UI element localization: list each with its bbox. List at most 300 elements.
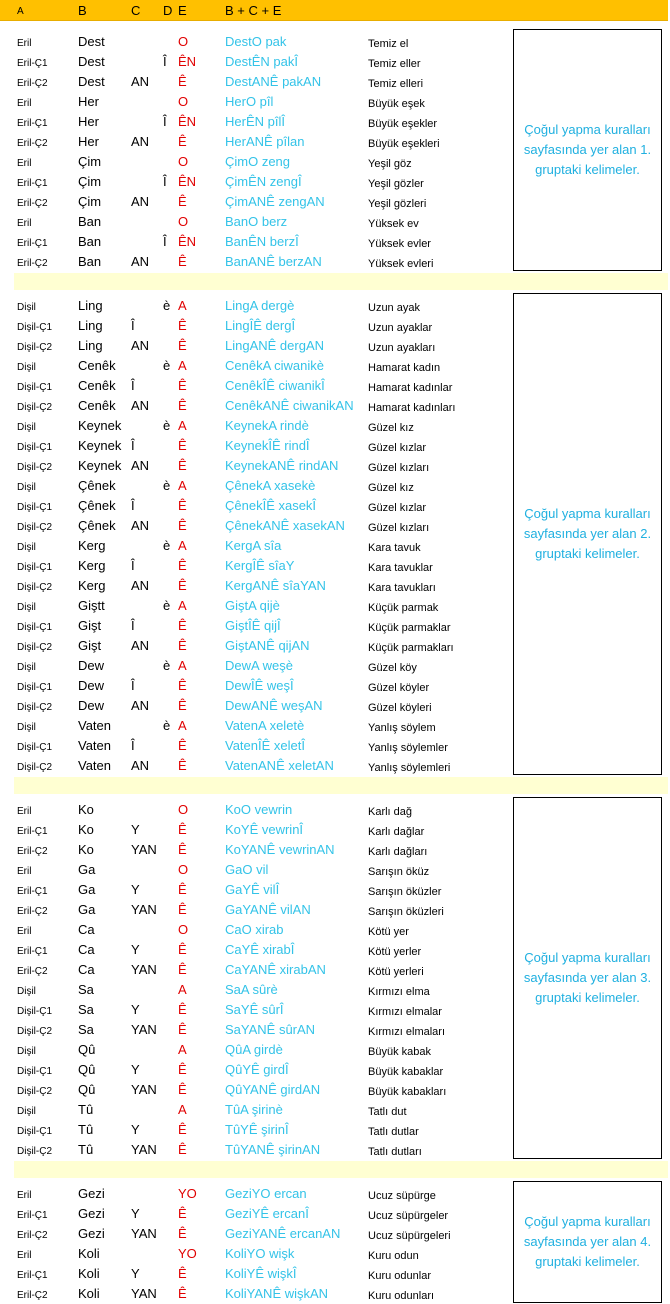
ending-cell: A	[178, 358, 187, 373]
plural-suffix-cell: AN	[131, 758, 150, 773]
stem-cell: Ban	[78, 234, 102, 249]
combined-phrase-cell: BanANÊ berzAN	[225, 254, 322, 269]
gender-cell: Eril-Ç1	[17, 946, 48, 957]
translation-cell: Kötü yer	[368, 926, 409, 938]
ending-cell: Ê	[178, 758, 187, 773]
translation-cell: Küçük parmak	[368, 602, 439, 614]
combined-phrase-cell: ÇênekANÊ xasekAN	[225, 518, 345, 533]
ending-cell: O	[178, 922, 189, 937]
ending-cell: Ê	[178, 638, 187, 653]
translation-cell: Büyük eşekler	[368, 118, 438, 130]
vowel-cell: è	[163, 598, 171, 613]
combined-phrase-cell: KoYANÊ vewrinAN	[225, 842, 335, 857]
gender-cell: Eril-Ç2	[17, 1290, 48, 1301]
gender-cell: Dişil	[17, 362, 36, 373]
stem-cell: Tû	[78, 1122, 94, 1137]
combined-phrase-cell: KoO vewrin	[225, 802, 293, 817]
translation-cell: Güzel kızlar	[368, 442, 427, 454]
translation-cell: Hamarat kadın	[368, 362, 441, 374]
stem-cell: Sa	[78, 1022, 94, 1037]
translation-cell: Kara tavukları	[368, 582, 436, 594]
stem-cell: Her	[78, 134, 99, 149]
translation-cell: Sarışın öküzler	[368, 886, 442, 898]
stem-cell: Ling	[78, 318, 103, 333]
translation-cell: Tatlı dutları	[368, 1146, 422, 1158]
translation-cell: Güzel köyleri	[368, 702, 432, 714]
plural-suffix-cell: AN	[131, 458, 150, 473]
ending-cell: Ê	[178, 254, 187, 269]
combined-phrase-cell: KergÎÊ sîaY	[225, 558, 295, 573]
translation-cell: Güzel kız	[368, 482, 414, 494]
plural-suffix-cell: AN	[131, 194, 150, 209]
header-col-d: D	[163, 3, 173, 18]
gender-cell: Dişil-Ç2	[17, 1026, 52, 1037]
combined-phrase-cell: ÇimANÊ zengAN	[225, 194, 325, 209]
gender-cell: Eril	[17, 38, 32, 49]
gender-cell: Dişil	[17, 1046, 36, 1057]
plural-suffix-cell: Y	[131, 1266, 140, 1281]
stem-cell: Cenêk	[78, 378, 116, 393]
ending-cell: Ê	[178, 738, 187, 753]
stem-cell: Dew	[78, 658, 105, 673]
vowel-cell: Î	[163, 114, 167, 129]
combined-phrase-cell: QûYANÊ girdAN	[225, 1082, 321, 1097]
ending-cell: Ê	[178, 822, 187, 837]
plural-suffix-cell: YAN	[131, 962, 157, 977]
gender-cell: Eril-Ç2	[17, 1230, 48, 1241]
gender-cell: Dişil-Ç2	[17, 762, 52, 773]
combined-phrase-cell: GaYÊ vilÎ	[225, 882, 280, 897]
header-col-e: E	[178, 3, 187, 18]
header-col-b: B	[78, 3, 87, 18]
plural-suffix-cell: AN	[131, 518, 150, 533]
translation-cell: Kırmızı elmalar	[368, 1006, 442, 1018]
stem-cell: Koli	[78, 1266, 100, 1281]
gender-cell: Eril	[17, 98, 32, 109]
gender-cell: Eril-Ç2	[17, 258, 48, 269]
translation-cell: Yüksek evleri	[368, 258, 434, 270]
gender-cell: Dişil	[17, 422, 36, 433]
combined-phrase-cell: CenêkA ciwanikè	[225, 358, 324, 373]
gender-cell: Dişil-Ç2	[17, 1086, 52, 1097]
stem-cell: Ga	[78, 902, 96, 917]
combined-phrase-cell: CaYANÊ xirabAN	[225, 962, 326, 977]
stem-cell: Ca	[78, 942, 95, 957]
combined-phrase-cell: DewA weşè	[225, 658, 293, 673]
stem-cell: Dest	[78, 34, 105, 49]
stem-cell: Ling	[78, 338, 103, 353]
gender-cell: Dişil-Ç1	[17, 442, 52, 453]
gender-cell: Dişil-Ç1	[17, 1006, 52, 1017]
header-col-combined: B + C + E	[225, 3, 282, 18]
plural-suffix-cell: AN	[131, 338, 150, 353]
ending-cell: A	[178, 718, 187, 733]
ending-cell: Ê	[178, 678, 187, 693]
combined-phrase-cell: GeziYO ercan	[225, 1186, 307, 1201]
gender-cell: Eril-Ç1	[17, 58, 48, 69]
plural-suffix-cell: YAN	[131, 1082, 157, 1097]
combined-phrase-cell: VatenA xeletè	[225, 718, 305, 733]
stem-cell: Gişt	[78, 638, 102, 653]
plural-suffix-cell: YAN	[131, 1022, 157, 1037]
stem-cell: Her	[78, 114, 99, 129]
ending-cell: ÊN	[178, 54, 197, 69]
vowel-cell: è	[163, 358, 171, 373]
ending-cell: Ê	[178, 902, 187, 917]
gender-cell: Dişil-Ç1	[17, 742, 52, 753]
translation-cell: Büyük eşekleri	[368, 138, 440, 150]
translation-cell: Uzun ayakları	[368, 342, 436, 354]
group-note-box: Çoğul yapma kuralları sayfasında yer alan 2. gruptaki kelimeler.	[513, 293, 662, 775]
combined-phrase-cell: SaYANÊ sûrAN	[225, 1022, 316, 1037]
translation-cell: Güzel köyler	[368, 682, 430, 694]
stem-cell: Çim	[78, 194, 102, 209]
ending-cell: A	[178, 1102, 187, 1117]
gender-cell: Dişil	[17, 662, 36, 673]
combined-phrase-cell: CaYÊ xirabÎ	[225, 942, 295, 957]
stem-cell: Qû	[78, 1082, 96, 1097]
gender-cell: Dişil-Ç2	[17, 342, 52, 353]
header-col-a: A	[17, 6, 24, 17]
combined-phrase-cell: GaO vil	[225, 862, 269, 877]
combined-phrase-cell: LingÎÊ dergÎ	[225, 318, 296, 333]
ending-cell: O	[178, 94, 189, 109]
gender-cell: Eril-Ç1	[17, 886, 48, 897]
translation-cell: Yanlış söylemleri	[368, 762, 451, 774]
plural-suffix-cell: Î	[131, 378, 135, 393]
translation-cell: Karlı dağ	[368, 806, 413, 818]
vowel-cell: è	[163, 658, 171, 673]
stem-cell: Çim	[78, 174, 102, 189]
gender-cell: Dişil	[17, 542, 36, 553]
combined-phrase-cell: DestO pak	[225, 34, 287, 49]
stem-cell: Cenêk	[78, 398, 116, 413]
translation-cell: Kuru odun	[368, 1250, 419, 1262]
gender-cell: Dişil-Ç1	[17, 682, 52, 693]
stem-cell: Çênek	[78, 498, 116, 513]
gender-cell: Eril	[17, 866, 32, 877]
ending-cell: Ê	[178, 458, 187, 473]
combined-phrase-cell: DestÊN pakÎ	[225, 54, 298, 69]
ending-cell: Ê	[178, 518, 187, 533]
translation-cell: Büyük kabaklar	[368, 1066, 444, 1078]
ending-cell: Ê	[178, 134, 187, 149]
stem-cell: Gezi	[78, 1186, 105, 1201]
translation-cell: Tatlı dutlar	[368, 1126, 419, 1138]
gender-cell: Dişil-Ç1	[17, 562, 52, 573]
combined-phrase-cell: CaO xirab	[225, 922, 284, 937]
plural-suffix-cell: Î	[131, 558, 135, 573]
translation-cell: Sarışın öküz	[368, 866, 430, 878]
gender-cell: Eril-Ç1	[17, 178, 48, 189]
translation-cell: Temiz eller	[368, 58, 421, 70]
ending-cell: Ê	[178, 1206, 187, 1221]
stem-cell: Gezi	[78, 1226, 105, 1241]
translation-cell: Büyük kabak	[368, 1046, 431, 1058]
gender-cell: Eril-Ç2	[17, 966, 48, 977]
ending-cell: O	[178, 214, 189, 229]
combined-phrase-cell: GiştA qijè	[225, 598, 280, 613]
combined-phrase-cell: DewANÊ weşAN	[225, 698, 323, 713]
gender-cell: Dişil-Ç2	[17, 462, 52, 473]
translation-cell: Kuru odunları	[368, 1290, 435, 1302]
translation-cell: Yanlış söylem	[368, 722, 436, 734]
plural-suffix-cell: Î	[131, 678, 135, 693]
plural-suffix-cell: YAN	[131, 1142, 157, 1157]
translation-cell: Yeşil gözler	[368, 178, 424, 190]
translation-cell: Hamarat kadınlar	[368, 382, 453, 394]
ending-cell: Ê	[178, 942, 187, 957]
stem-cell: Ban	[78, 254, 102, 269]
ending-cell: Ê	[178, 1082, 187, 1097]
translation-cell: Hamarat kadınları	[368, 402, 456, 414]
ending-cell: Ê	[178, 1022, 187, 1037]
translation-cell: Kötü yerler	[368, 946, 422, 958]
translation-cell: Güzel kız	[368, 422, 414, 434]
stem-cell: Kerg	[78, 538, 106, 553]
vowel-cell: Î	[163, 54, 167, 69]
ending-cell: ÊN	[178, 234, 197, 249]
gender-cell: Eril-Ç1	[17, 1270, 48, 1281]
stem-cell: Çênek	[78, 518, 116, 533]
stem-cell: Giştt	[78, 598, 105, 613]
ending-cell: Ê	[178, 398, 187, 413]
stem-cell: Kerg	[78, 558, 106, 573]
ending-cell: Ê	[178, 1266, 187, 1281]
translation-cell: Büyük eşek	[368, 98, 425, 110]
vowel-cell: è	[163, 718, 171, 733]
translation-cell: Temiz el	[368, 38, 409, 50]
gender-cell: Dişil	[17, 722, 36, 733]
translation-cell: Kuru odunlar	[368, 1270, 431, 1282]
ending-cell: A	[178, 538, 187, 553]
ending-cell: Ê	[178, 962, 187, 977]
plural-suffix-cell: Y	[131, 1062, 140, 1077]
stem-cell: Koli	[78, 1246, 100, 1261]
gender-cell: Eril-Ç2	[17, 846, 48, 857]
combined-phrase-cell: ÇênekA xasekè	[225, 478, 316, 493]
group-separator	[14, 777, 668, 794]
plural-suffix-cell: Y	[131, 1122, 140, 1137]
translation-cell: Uzun ayaklar	[368, 322, 433, 334]
combined-phrase-cell: CenêkANÊ ciwanikAN	[225, 398, 354, 413]
translation-cell: Kara tavuk	[368, 542, 421, 554]
ending-cell: Ê	[178, 378, 187, 393]
translation-cell: Kötü yerleri	[368, 966, 424, 978]
stem-cell: Ban	[78, 214, 102, 229]
translation-cell: Kırmızı elmaları	[368, 1026, 446, 1038]
ending-cell: O	[178, 802, 189, 817]
translation-cell: Sarışın öküzleri	[368, 906, 444, 918]
stem-cell: Ga	[78, 882, 96, 897]
ending-cell: YO	[178, 1246, 197, 1261]
combined-phrase-cell: LingANÊ dergAN	[225, 338, 324, 353]
ending-cell: A	[178, 418, 187, 433]
ending-cell: ÊN	[178, 114, 197, 129]
combined-phrase-cell: HerÊN pîlÎ	[225, 114, 285, 129]
gender-cell: Dişil	[17, 302, 36, 313]
ending-cell: O	[178, 154, 189, 169]
header-row	[0, 0, 668, 21]
gender-cell: Eril-Ç2	[17, 138, 48, 149]
ending-cell: Ê	[178, 1062, 187, 1077]
combined-phrase-cell: SaA sûrè	[225, 982, 278, 997]
plural-suffix-cell: YAN	[131, 902, 157, 917]
gender-cell: Dişil-Ç2	[17, 642, 52, 653]
vowel-cell: è	[163, 298, 171, 313]
stem-cell: Qû	[78, 1042, 96, 1057]
ending-cell: Ê	[178, 338, 187, 353]
plural-suffix-cell: Î	[131, 318, 135, 333]
plural-suffix-cell: YAN	[131, 1226, 157, 1241]
ending-cell: Ê	[178, 618, 187, 633]
stem-cell: Ga	[78, 862, 96, 877]
ending-cell: Ê	[178, 842, 187, 857]
stem-cell: Vaten	[78, 738, 112, 753]
stem-cell: Dest	[78, 74, 105, 89]
combined-phrase-cell: ÇimÊN zengÎ	[225, 174, 302, 189]
gender-cell: Dişil	[17, 986, 36, 997]
gender-cell: Dişil-Ç2	[17, 1146, 52, 1157]
stem-cell: Koli	[78, 1286, 100, 1301]
translation-cell: Yanlış söylemler	[368, 742, 448, 754]
combined-phrase-cell: KergANÊ sîaYAN	[225, 578, 326, 593]
ending-cell: YO	[178, 1186, 197, 1201]
stem-cell: Kerg	[78, 578, 106, 593]
combined-phrase-cell: BanO berz	[225, 214, 288, 229]
plural-suffix-cell: AN	[131, 134, 150, 149]
combined-phrase-cell: KeynekA rindè	[225, 418, 309, 433]
stem-cell: Çim	[78, 154, 102, 169]
gender-cell: Dişil-Ç2	[17, 702, 52, 713]
gender-cell: Eril	[17, 218, 32, 229]
gender-cell: Eril	[17, 1250, 32, 1261]
combined-phrase-cell: BanÊN berzÎ	[225, 234, 299, 249]
gender-cell: Eril-Ç1	[17, 118, 48, 129]
gender-cell: Dişil	[17, 482, 36, 493]
gender-cell: Dişil-Ç1	[17, 1126, 52, 1137]
plural-suffix-cell: Î	[131, 438, 135, 453]
stem-cell: Dew	[78, 698, 105, 713]
group-separator	[14, 1161, 668, 1178]
plural-suffix-cell: Y	[131, 1002, 140, 1017]
translation-cell: Yüksek evler	[368, 238, 431, 250]
translation-cell: Küçük parmaklar	[368, 622, 451, 634]
group-separator	[14, 273, 668, 290]
plural-suffix-cell: Y	[131, 942, 140, 957]
combined-phrase-cell: GiştÎÊ qijÎ	[225, 618, 281, 633]
stem-cell: Vaten	[78, 758, 112, 773]
ending-cell: Ê	[178, 498, 187, 513]
ending-cell: Ê	[178, 318, 187, 333]
stem-cell: Dew	[78, 678, 105, 693]
gender-cell: Eril-Ç2	[17, 906, 48, 917]
combined-phrase-cell: TûYANÊ şirinAN	[225, 1142, 321, 1157]
ending-cell: Ê	[178, 558, 187, 573]
plural-suffix-cell: AN	[131, 578, 150, 593]
stem-cell: Keynek	[78, 438, 122, 453]
translation-cell: Güzel kızları	[368, 462, 430, 474]
combined-phrase-cell: GeziYANÊ ercanAN	[225, 1226, 341, 1241]
gender-cell: Eril	[17, 158, 32, 169]
combined-phrase-cell: DewÎÊ weşÎ	[225, 678, 294, 693]
translation-cell: Tatlı dut	[368, 1106, 407, 1118]
gender-cell: Dişil-Ç1	[17, 502, 52, 513]
combined-phrase-cell: KoYÊ vewrinÎ	[225, 822, 304, 837]
vowel-cell: è	[163, 418, 171, 433]
ending-cell: Ê	[178, 438, 187, 453]
translation-cell: Temiz elleri	[368, 78, 424, 90]
translation-cell: Küçük parmakları	[368, 642, 454, 654]
translation-cell: Karlı dağları	[368, 846, 428, 858]
stem-cell: Ca	[78, 962, 95, 977]
stem-cell: Ling	[78, 298, 103, 313]
combined-phrase-cell: KeynekÎÊ rindÎ	[225, 438, 310, 453]
plural-suffix-cell: Î	[131, 738, 135, 753]
combined-phrase-cell: DestANÊ pakAN	[225, 74, 322, 89]
stem-cell: Gezi	[78, 1206, 105, 1221]
translation-cell: Karlı dağlar	[368, 826, 425, 838]
stem-cell: Çênek	[78, 478, 116, 493]
ending-cell: A	[178, 298, 187, 313]
gender-cell: Dişil	[17, 1106, 36, 1117]
gender-cell: Dişil	[17, 602, 36, 613]
plural-suffix-cell: YAN	[131, 842, 157, 857]
plural-suffix-cell: AN	[131, 74, 150, 89]
combined-phrase-cell: ÇimO zeng	[225, 154, 291, 169]
gender-cell: Eril-Ç2	[17, 78, 48, 89]
vowel-cell: è	[163, 478, 171, 493]
stem-cell: Qû	[78, 1062, 96, 1077]
stem-cell: Ko	[78, 822, 94, 837]
stem-cell: Vaten	[78, 718, 112, 733]
gender-cell: Eril-Ç1	[17, 238, 48, 249]
ending-cell: Ê	[178, 882, 187, 897]
gender-cell: Dişil-Ç1	[17, 622, 52, 633]
gender-cell: Eril-Ç1	[17, 1210, 48, 1221]
gender-cell: Dişil-Ç2	[17, 522, 52, 533]
combined-phrase-cell: LingA dergè	[225, 298, 295, 313]
ending-cell: Ê	[178, 74, 187, 89]
plural-suffix-cell: Y	[131, 1206, 140, 1221]
combined-phrase-cell: KeynekANÊ rindAN	[225, 458, 339, 473]
combined-phrase-cell: GiştANÊ qijAN	[225, 638, 310, 653]
stem-cell: Ko	[78, 802, 94, 817]
stem-cell: Ca	[78, 922, 95, 937]
gender-cell: Dişil-Ç2	[17, 402, 52, 413]
combined-phrase-cell: KergA sîa	[225, 538, 282, 553]
ending-cell: Ê	[178, 578, 187, 593]
combined-phrase-cell: TûYÊ şirinÎ	[225, 1122, 289, 1137]
translation-cell: Kara tavuklar	[368, 562, 433, 574]
ending-cell: A	[178, 478, 187, 493]
stem-cell: Tû	[78, 1142, 94, 1157]
translation-cell: Ucuz süpürge	[368, 1190, 436, 1202]
ending-cell: A	[178, 982, 187, 997]
combined-phrase-cell: HerO pîl	[225, 94, 274, 109]
translation-cell: Yüksek ev	[368, 218, 419, 230]
header-col-c: C	[131, 3, 141, 18]
ending-cell: O	[178, 34, 189, 49]
translation-cell: Güzel kızları	[368, 522, 430, 534]
ending-cell: Ê	[178, 1286, 187, 1301]
gender-cell: Eril-Ç2	[17, 198, 48, 209]
combined-phrase-cell: CenêkÎÊ ciwanikÎ	[225, 378, 325, 393]
ending-cell: Ê	[178, 1142, 187, 1157]
combined-phrase-cell: HerANÊ pîlan	[225, 134, 305, 149]
plural-suffix-cell: AN	[131, 638, 150, 653]
gender-cell: Eril-Ç1	[17, 826, 48, 837]
